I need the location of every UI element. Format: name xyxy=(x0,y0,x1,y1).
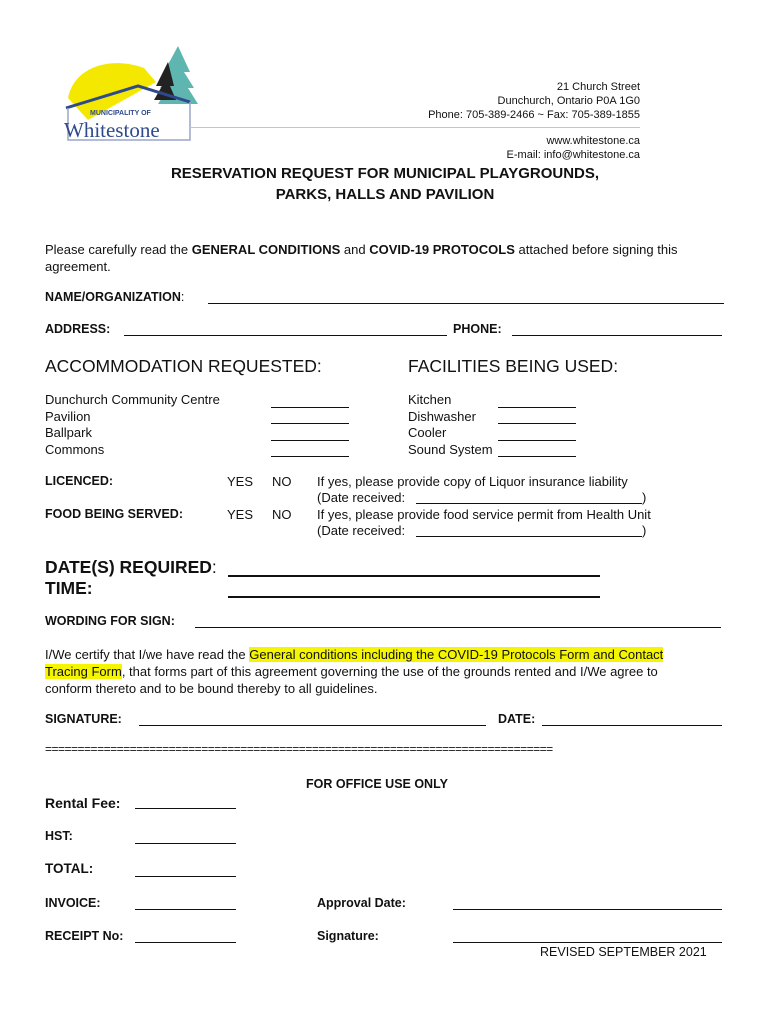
contact-tracing-highlight: Tracing Form xyxy=(45,664,122,679)
signature-field[interactable] xyxy=(139,713,486,726)
licenced-date-label: (Date received: xyxy=(317,490,406,505)
office-signature-field[interactable] xyxy=(453,930,722,943)
address-label: ADDRESS: xyxy=(45,322,111,336)
licenced-yes[interactable]: YES xyxy=(227,474,254,489)
certify-text: , that forms part of this agreement governing the use of the grounds rented and I/We agree to xyxy=(121,664,658,679)
accommodation-blank-ballpark[interactable] xyxy=(271,428,349,441)
accommodation-heading: ACCOMMODATION REQUESTED: xyxy=(45,356,322,376)
intro-text: Please carefully read the xyxy=(45,242,192,257)
food-label: FOOD BEING SERVED: xyxy=(45,507,183,521)
address-field[interactable] xyxy=(124,323,447,336)
receipt-field[interactable] xyxy=(135,930,236,943)
name-field[interactable] xyxy=(208,291,724,304)
certify-text: I/We certify that I/we have read the xyxy=(45,647,250,662)
approval-date-field[interactable] xyxy=(453,897,722,910)
dates-colon: : xyxy=(211,557,217,577)
facility-blank-dishwasher[interactable] xyxy=(498,411,576,424)
licenced-no[interactable]: NO xyxy=(272,474,292,489)
accommodation-item: Dunchurch Community Centre xyxy=(45,392,220,407)
contact-block xyxy=(420,134,640,162)
licenced-date-field[interactable] xyxy=(416,491,642,504)
food-date-label: (Date received: xyxy=(317,523,406,538)
certify-paragraph xyxy=(45,646,663,697)
phone-label: PHONE: xyxy=(453,322,502,336)
facility-item: Kitchen xyxy=(408,392,452,407)
office-heading: FOR OFFICE USE ONLY xyxy=(306,777,448,791)
rental-fee-label: Rental Fee: xyxy=(45,795,121,811)
licenced-date-close: ) xyxy=(642,490,647,505)
accommodation-blank-pavilion[interactable] xyxy=(271,411,349,424)
accommodation-item: Ballpark xyxy=(45,425,92,440)
dates-field[interactable] xyxy=(228,559,600,577)
municipality-logo xyxy=(60,42,200,150)
facility-blank-kitchen[interactable] xyxy=(498,395,576,408)
separator: ============================================================================== xyxy=(45,742,553,756)
name-label: NAME/ORGANIZATION xyxy=(45,290,181,304)
covid-protocols-ref: COVID-19 PROTOCOLS xyxy=(369,242,515,257)
accommodation-item: Pavilion xyxy=(45,408,91,424)
title-line-1: RESERVATION REQUEST FOR MUNICIPAL PLAYGROUNDS, xyxy=(170,165,600,182)
general-conditions-highlight: General conditions including the COVID-19 Protocols Form and Contact xyxy=(249,647,664,662)
name-row xyxy=(45,290,184,304)
intro-text: attached before signing this xyxy=(514,242,678,257)
hst-field[interactable] xyxy=(135,831,236,844)
signature-label: SIGNATURE: xyxy=(45,712,122,726)
sign-wording-label: WORDING FOR SIGN: xyxy=(45,614,175,628)
facility-blank-sound-system[interactable] xyxy=(498,444,576,457)
general-conditions-ref: GENERAL CONDITIONS xyxy=(191,242,341,257)
invoice-label: INVOICE: xyxy=(45,896,101,910)
accommodation-blank-commons[interactable] xyxy=(271,444,349,457)
logo-small-text: MUNICIPALITY OF xyxy=(90,110,151,117)
receipt-label: RECEIPT No: xyxy=(45,929,124,943)
food-yes[interactable]: YES xyxy=(227,507,254,522)
intro-text: and xyxy=(340,242,370,257)
date-label: DATE: xyxy=(498,712,536,726)
website-link[interactable]: www.whitestone.ca xyxy=(546,135,640,147)
facilities-list xyxy=(408,392,493,458)
hst-label: HST: xyxy=(45,829,73,843)
street-address: 21 Church Street xyxy=(556,81,640,93)
intro-line-2: agreement. xyxy=(45,259,111,274)
total-label: TOTAL: xyxy=(45,861,94,876)
licenced-label: LICENCED: xyxy=(45,474,114,488)
approval-date-label: Approval Date: xyxy=(317,896,406,910)
logo-name: Whitestone xyxy=(64,118,160,142)
email-link[interactable]: E-mail: info@whitestone.ca xyxy=(506,149,640,161)
accommodation-item: Commons xyxy=(45,441,105,457)
accommodation-list xyxy=(45,392,220,458)
name-colon: : xyxy=(180,290,185,304)
address-block xyxy=(420,80,640,122)
intro-paragraph xyxy=(45,241,677,275)
phone-field[interactable] xyxy=(512,323,722,336)
certify-line-3: conform thereto and to be bound thereby to all guidelines. xyxy=(45,681,378,696)
phone-fax: Phone: 705-389-2466 ~ Fax: 705-389-1855 xyxy=(428,109,640,121)
facility-item: Dishwasher xyxy=(408,408,476,424)
dates-label-row xyxy=(45,557,217,578)
title-line-2: PARKS, HALLS AND PAVILION xyxy=(275,186,495,203)
office-signature-label: Signature: xyxy=(317,929,379,943)
facility-item: Sound System xyxy=(408,441,493,457)
food-note: If yes, please provide food service permit from Health Unit xyxy=(317,507,651,522)
total-field[interactable] xyxy=(135,864,236,877)
facilities-heading: FACILITIES BEING USED: xyxy=(408,356,619,376)
accommodation-blank-community-centre[interactable] xyxy=(271,395,349,408)
dates-label: DATE(S) REQUIRED xyxy=(45,557,212,577)
invoice-field[interactable] xyxy=(135,897,236,910)
facility-blank-cooler[interactable] xyxy=(498,428,576,441)
date-field[interactable] xyxy=(542,713,722,726)
time-label: TIME: xyxy=(45,578,93,598)
letterhead-rule xyxy=(190,127,640,128)
food-date-field[interactable] xyxy=(416,524,642,537)
revised-note: REVISED SEPTEMBER 2021 xyxy=(540,945,707,959)
rental-fee-field[interactable] xyxy=(135,796,236,809)
page-title xyxy=(0,163,770,205)
sign-wording-field[interactable] xyxy=(195,615,721,628)
licenced-note: If yes, please provide copy of Liquor insurance liability xyxy=(317,474,628,489)
city-address: Dunchurch, Ontario P0A 1G0 xyxy=(497,95,640,107)
food-no[interactable]: NO xyxy=(272,507,292,522)
food-date-close: ) xyxy=(642,523,647,538)
facility-item: Cooler xyxy=(408,425,447,440)
time-field[interactable] xyxy=(228,580,600,598)
